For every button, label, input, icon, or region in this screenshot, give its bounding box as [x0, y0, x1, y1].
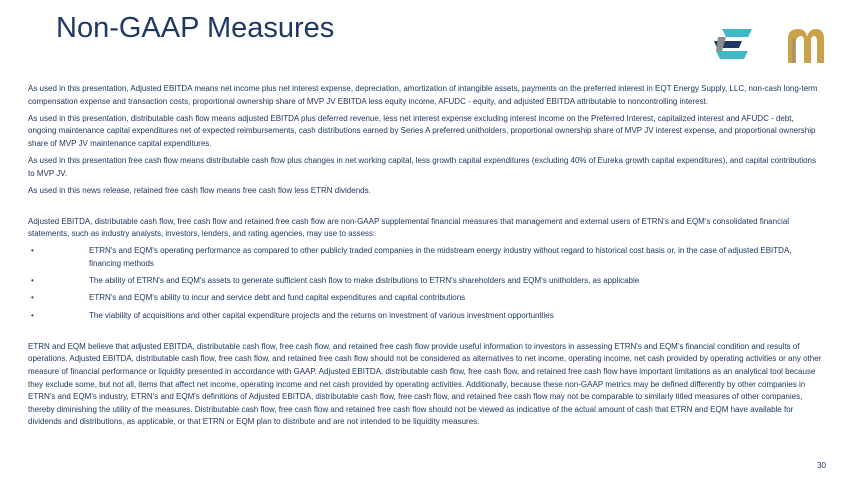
definition-adjusted-ebitda: As used in this presentation, Adjusted EBITDA means net income plus net interest expense, depreciation, amortization of intangible assets, payments on the preferred interest in EQT Energy Supply, LLC, non-cash long-term compensation expense and transaction costs, proportional ownership share of MVP JV EBITDA less equity income, AFUDC - equity, and adjusted EBITDA attributable to noncontrolling interest. [28, 84, 818, 106]
bullet-item [28, 275, 824, 288]
bullet-marker: • [31, 310, 34, 320]
closing-paragraph: ETRN and EQM believe that adjusted EBITDA, distributable cash flow, free cash flow, and retained free cash flow provide useful information to investors in assessing ETRN's and EQM's financial condition and results of operations. Adjusted EBITDA, distributable cash flow, free cash flow, and retained free cash flow should not be considered as alternatives to net income, operating income, net cash provided by operating activities or any other measure of financial performance or liquidity presented in accordance with GAAP. Adjusted EBITDA, distributable cash flow, free cash flow, and retained free cash flow have important limitations as an analytical tool because they exclude some, but not all, items that affect net income, operating income and net cash provided by operating activities. Additionally, because these non-GAAP metrics may be defined differently by other companies in ETRN's and EQM's industry, ETRN's and EQM's definitions of Adjusted EBITDA, distributable cash flow, free cash flow, and retained free cash flow may not be comparable to similarly titled measures of other companies, thereby diminishing the utility of the measures. Distributable cash flow, free cash flow and retained free cash flow should not be viewed as indicative of the actual amount of cash that ETRN and EQM have available for dividends and distributions, as applicable, or that ETRN or EQM plan to distribute and are not intended to be liquidity measures. [28, 341, 822, 427]
mountain-valley-m-logo [788, 29, 824, 63]
definition-retained-free-cash-flow: As used in this news release, retained free cash flow means free cash flow less ETRN dividends. [28, 185, 371, 195]
page-number: 30 [817, 461, 826, 470]
bullet-item [28, 245, 824, 270]
bullet-item [28, 292, 824, 305]
logos [708, 25, 828, 67]
bullet-text: ETRN's and EQM's ability to incur and service debt and fund capital expenditures and capital contributions [89, 293, 466, 303]
bullet-text: The ability of ETRN's and EQM's assets to generate sufficient cash flow to make distributions to ETRN's shareholders and EQM's unitholders, as applicable [89, 276, 640, 286]
bullet-text: The viability of acquisitions and other capital expenditure projects and the returns on investment of various investment opportunities [89, 310, 554, 320]
equitrans-e-logo [714, 29, 752, 59]
content-body [28, 83, 824, 433]
definition-free-cash-flow: As used in this presentation free cash flow means distributable cash flow plus changes in net working capital, less growth capital expenditures (excluding 40% of Eureka growth capital expenditures), and capital contributions to MVP JV. [28, 155, 816, 178]
spacer [28, 327, 824, 341]
bullet-marker: • [31, 276, 34, 286]
bullet-text: ETRN's and EQM's operating performance as compared to other publicly traded companies in the midstream energy industry without regard to historical cost basis or, in the case of adjusted EBITDA, financing methods [89, 246, 792, 269]
bullet-marker: • [31, 293, 34, 303]
intro-paragraph: Adjusted EBITDA, distributable cash flow, free cash flow and retained free cash flow are non-GAAP supplemental financial measures that management and external users of ETRN's and EQM's consolidated financial statements, such as industry analysts, investors, lenders, and rating agencies, may use to assess: [28, 216, 790, 239]
definition-distributable-cash-flow: As used in this presentation, distributable cash flow means adjusted EBITDA plus deferred revenue, less net interest expense excluding interest income on the Preferred Interest, capitalized interest and AFUDC - debt, ongoing maintenance capital expenditures net of expected reimbursements, cash distributions earned by Series A preferred unitholders, proportional ownership share of MVP JV interest expense, and proportional ownership share of MVP JV maintenance capital expenditures. [28, 113, 816, 148]
bullet-item [28, 310, 824, 323]
bullet-marker: • [31, 246, 34, 256]
spacer [28, 202, 824, 216]
page-title: Non-GAAP Measures [56, 12, 335, 44]
